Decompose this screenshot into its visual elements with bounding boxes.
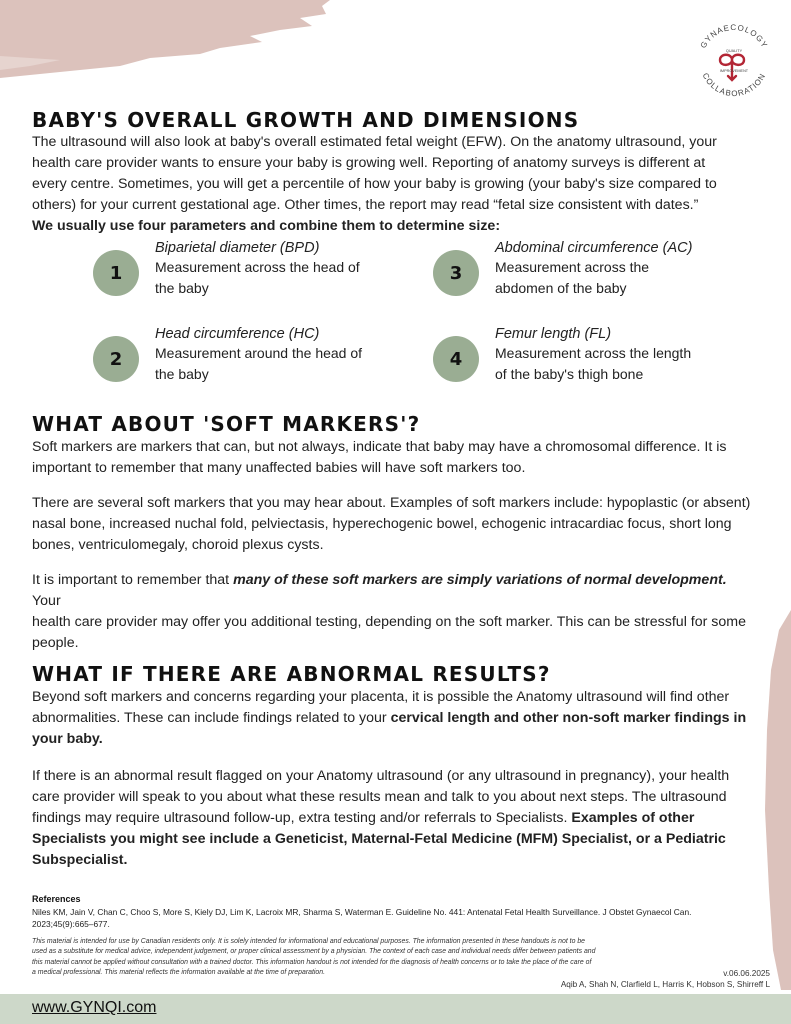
paragraph-line: The ultrasound will also look at baby's overall estimated fetal weight (EFW). On the anatomy ultrasound, your — [32, 134, 717, 150]
description-line: Measurement across the — [495, 259, 650, 275]
emphasis-text: many of these soft markers are simply variations of normal development. — [233, 572, 727, 588]
number-badge: 3 — [433, 250, 479, 296]
section-heading-soft-markers: WHAT ABOUT 'SOFT MARKERS'? — [32, 412, 421, 436]
parameter-title: Head circumference (HC) — [155, 326, 320, 342]
paragraph-line: people. — [32, 635, 79, 651]
soft-markers-paragraph-1 — [32, 437, 752, 479]
website-link[interactable]: www.GYNQI.com — [32, 999, 157, 1016]
text-span: Your — [32, 593, 61, 609]
bold-text: cervical length and other non-soft marker findings in — [390, 710, 747, 726]
paragraph-line — [32, 570, 752, 612]
abnormal-paragraph-2 — [32, 766, 752, 871]
parameter-title: Femur length (FL) — [495, 326, 612, 342]
description-line: Measurement across the length — [495, 345, 692, 361]
bold-text: Examples of other — [571, 810, 695, 826]
paragraph-line: every centre. Sometimes, you will get a percentile of how your baby is growing (your baby's size compared to — [32, 176, 717, 192]
paragraph-line: your baby. — [32, 731, 103, 747]
soft-markers-paragraph-2 — [32, 493, 752, 556]
paragraph-line: bones, ventriculomegaly, choroid plexus cysts. — [32, 537, 324, 553]
paragraph-line: Beyond soft markers and concerns regarding your placenta, it is possible the Anatomy ultrasound will find other — [32, 689, 730, 705]
svg-text:COLLABORATION — [701, 72, 768, 99]
section-heading-abnormal-results: WHAT IF THERE ARE ABNORMAL RESULTS? — [32, 662, 551, 686]
paragraph-line: Subspecialist. — [32, 852, 128, 868]
paragraph-line: Specialists you might see include a Geneticist, Maternal-Fetal Medicine (MFM) Specialist, or a Pediatric — [32, 831, 726, 847]
parameter-description — [155, 343, 370, 385]
logo-bottom-text: COLLABORATION — [700, 71, 768, 99]
parameter-title: Biparietal diameter (BPD) — [155, 240, 320, 256]
paragraph-line: important to remember that many unaffected babies will have soft markers too. — [32, 460, 526, 476]
parameters-intro: We usually use four parameters and combine them to determine size: — [32, 218, 501, 234]
text-span: It is important to remember that — [32, 572, 234, 588]
paragraph-line — [32, 808, 752, 829]
logo-top-text: GYNAECOLOGY — [698, 22, 770, 50]
number-badge: 2 — [93, 336, 139, 382]
paragraph-line: If there is an abnormal result flagged on your Anatomy ultrasound (or any ultrasound in pregnancy), your health — [32, 768, 730, 784]
version-block — [561, 968, 770, 990]
authors-list: Aqib A, Shah N, Clarfield L, Harris K, Hobson S, Shirreff L — [560, 980, 770, 989]
uterus-icon — [720, 55, 744, 80]
description-line: of the baby's thigh bone — [495, 366, 644, 382]
paragraph-line: There are several soft markers that you may hear about. Examples of soft markers include: hypoplastic (or absent) — [32, 495, 751, 511]
description-line: the baby — [155, 366, 209, 382]
logo-inner-bottom-text: IMPROVEMENT — [719, 69, 749, 73]
description-line: abdomen of the baby — [495, 280, 627, 296]
growth-paragraph — [32, 132, 752, 237]
text-span: findings may require ultrasound follow-up, extra testing and/or referrals to Specialists. — [32, 810, 572, 826]
number-badge: 1 — [93, 250, 139, 296]
paragraph-line: nasal bone, increased nuchal fold, pelviectasis, hyperechogenic bowel, echogenic intracardiac focus, short long — [32, 516, 732, 532]
reference-citation: Niles KM, Jain V, Chan C, Choo S, More S, Kiely DJ, Lim K, Lacroix MR, Sharma S, Waterman E. Guideline No. 441: Antenatal Fetal Health Surveillance. J Obstet Gynaecol Can. 2023;45(9):665–677. — [32, 907, 692, 929]
logo-inner-top-text: QUALITY — [725, 49, 743, 53]
section-heading-growth: BABY'S OVERALL GROWTH AND DIMENSIONS — [32, 108, 580, 132]
text-span: abnormalities. These can include findings related to your — [32, 710, 391, 726]
paragraph-line: health care provider wants to ensure your baby is growing well. Reporting of anatomy surveys is different at — [32, 155, 706, 171]
footer-bar — [0, 994, 791, 1024]
description-line: the baby — [155, 280, 209, 296]
disclaimer-text: This material is intended for use by Canadian residents only. It is solely intended for informational and educational purposes. The information presented in these handouts is not to be used as a substitute for medical advice, independent judgement, or proper clinical assessment by a physician. The context of each case and individual needs differ between patients and this material cannot be applied without consultation with a trained doctor. This information handout is not intended for the diagnosis of health concerns or to take the place of the care of a medical professional. This material reflects the information available at the time of preparation. — [32, 938, 596, 977]
parameter-description — [495, 257, 710, 299]
svg-text:GYNAECOLOGY — [699, 23, 770, 50]
description-line: Measurement around the head of — [155, 345, 363, 361]
paragraph-line: others) for your current gestational age. Other times, the report may read “fetal size consistent with dates.” — [32, 197, 699, 213]
version-code: v.06.06.2025 — [723, 969, 770, 978]
decorative-brush-stroke-right — [761, 610, 791, 990]
parameter-description — [155, 257, 370, 299]
paragraph-line: health care provider may offer you additional testing, depending on the soft marker. This can be stressful for some — [32, 614, 746, 630]
gynaecology-collaboration-logo — [692, 20, 776, 104]
paragraph-line — [32, 708, 752, 729]
references-block — [32, 894, 772, 930]
paragraph-line: care provider will speak to you about what these results mean and talk to you about next steps. The ultrasound — [32, 789, 727, 805]
parameter-description — [495, 343, 710, 385]
description-line: Measurement across the head of — [155, 259, 360, 275]
number-badge: 4 — [433, 336, 479, 382]
decorative-brush-stroke-top — [0, 0, 330, 82]
parameter-title: Abdominal circumference (AC) — [495, 240, 693, 256]
paragraph-line: Soft markers are markers that can, but not always, indicate that baby may have a chromosomal difference. It is — [32, 439, 727, 455]
abnormal-paragraph-1 — [32, 687, 752, 750]
references-title: References — [32, 894, 81, 904]
soft-markers-paragraph-3 — [32, 570, 752, 654]
